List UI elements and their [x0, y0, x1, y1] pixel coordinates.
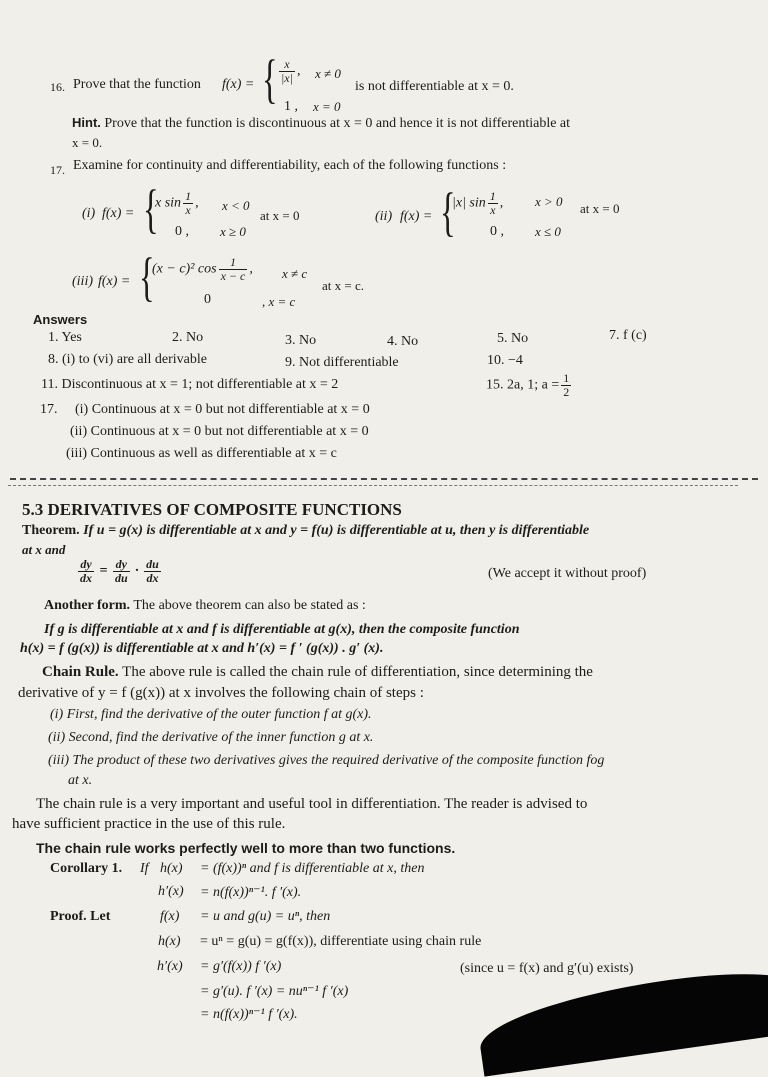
question-16-case2: 1 , [284, 99, 298, 114]
q17-ii-label: (ii) [375, 209, 393, 224]
proof-rhs-2: = uⁿ = g(u) = g(f(x)), differentiate using chain rule [200, 934, 482, 949]
q17-ii-case2-cond: x ≤ 0 [535, 224, 561, 239]
proof-rhs-3: = g′(f(x)) f ′(x) [200, 959, 282, 974]
answer-17-iii: (iii) Continuous as well as differentiable at x = c [66, 446, 337, 461]
section-heading: 5.3 DERIVATIVES OF COMPOSITE FUNCTIONS [22, 500, 402, 519]
q17-ii-case1-cond: x > 0 [535, 194, 563, 209]
question-16-tail: is not differentiable at x = 0. [355, 79, 514, 94]
answer-4: 4. No [387, 334, 419, 349]
answer-17-ii: (ii) Continuous at x = 0 but not differentiable at x = 0 [70, 424, 369, 439]
proof-rhs-1: = u and g(u) = uⁿ, then [200, 909, 331, 924]
q17-iii-fx: f(x) = [98, 274, 131, 289]
q17-i-at: at x = 0 [260, 208, 300, 223]
corollary-rhs-1: = (f(x))ⁿ and f is differentiable at x, then [200, 861, 425, 876]
corollary-label: Corollary 1. [50, 861, 123, 876]
question-16-number: 16. [50, 80, 65, 94]
corollary-rhs-2: = n(f(x))ⁿ⁻¹. f ′(x). [200, 885, 302, 900]
q17-i-case1: x sin $\frac{1}{x}$ , [155, 189, 199, 217]
q17-iii-case2-cond: , x = c [262, 294, 296, 309]
step-3-cont: at x. [68, 773, 93, 788]
q17-iii-at: at x = c. [322, 278, 364, 293]
answer-2: 2. No [172, 330, 204, 345]
answers-heading: Answers [33, 312, 88, 327]
restatement-2: h(x) = f (g(x)) is differentiable at x and h′(x) = f ′ (g(x)) . g′ (x). [20, 641, 384, 656]
answer-8: 8. (i) to (vi) are all derivable [48, 352, 207, 367]
chain-rule-note: The chain rule is a very important and useful tool in differentiation. The reader is advised to [36, 796, 588, 812]
q17-i-case2: 0 , [175, 224, 189, 239]
q17-iii-case1: (x − c)² cos $\frac{1}{x - c}$ , [152, 255, 253, 283]
theorem-cont: at x and [22, 542, 66, 557]
chain-equation: $\frac{dy}{dx}$ = $\frac{dy}{du}$ · $\frac{du}{dx}$ [80, 557, 159, 585]
q17-i-case1-cond: x < 0 [222, 198, 250, 213]
page-shadow [475, 961, 768, 1076]
proof-label: Proof. Let [50, 909, 111, 924]
question-16-lead: Prove that the function [73, 77, 201, 92]
answer-1: 1. Yes [48, 330, 82, 345]
another-form: Another form. The above theorem can also be stated as : [44, 598, 366, 613]
answer-17: 17. [40, 402, 58, 417]
question-16-fx: f(x) = [222, 77, 255, 92]
section-divider [10, 478, 758, 480]
restatement-1: If g is differentiable at x and f is differentiable at g(x), then the composite function [44, 622, 520, 637]
proof-lhs-1: f(x) [160, 909, 180, 924]
proof-rhs-4: = g′(u). f ′(x) = nuⁿ⁻¹ f ′(x) [200, 984, 349, 999]
answer-7: 7. f (c) [609, 328, 647, 343]
proof-lhs-3: h′(x) [157, 959, 183, 974]
hint: Hint. Prove that the function is discontinuous at x = 0 and hence it is not differentiable at [72, 115, 571, 131]
answer-15: 15. 2a, 1; a = $\frac{1}{2}$ [486, 371, 570, 399]
answer-5: 5. No [497, 331, 529, 346]
q17-i-case2-cond: x ≥ 0 [220, 224, 246, 239]
step-2: (ii) Second, find the derivative of the inner function g at x. [48, 730, 374, 745]
corollary-if: If [140, 861, 149, 876]
q17-ii-case2: 0 , [490, 224, 504, 239]
chain-rule-para: Chain Rule. The above rule is called the chain rule of differentiation, since determining the [42, 664, 593, 680]
q17-i-fx: f(x) = [102, 206, 135, 221]
q17-iii-case2: 0 [204, 292, 211, 307]
question-17-lead: Examine for continuity and differentiability, each of the following functions : [73, 158, 507, 173]
section-divider-secondary [8, 485, 738, 486]
answer-11: 11. Discontinuous at x = 1; not differentiable at x = 2 [41, 377, 339, 392]
brace-icon: { [139, 247, 155, 307]
answer-9: 9. Not differentiable [285, 355, 399, 370]
theorem: Theorem. If u = g(x) is differentiable at x and y = f(u) is differentiable at u, then y is differentiable [22, 523, 590, 538]
proof-rhs-5: = n(f(x))ⁿ⁻¹ f ′(x). [200, 1007, 298, 1022]
answer-10: 10. −4 [487, 353, 523, 368]
answer-17-i: (i) Continuous at x = 0 but not differentiable at x = 0 [75, 402, 370, 417]
question-16-case1-cond: x ≠ 0 [315, 66, 341, 81]
question-17-number: 17. [50, 163, 65, 177]
hint-cont: x = 0. [72, 135, 103, 150]
step-3: (iii) The product of these two derivatives gives the required derivative of the composite function fog [48, 753, 605, 768]
q17-i-label: (i) [82, 206, 96, 221]
more-functions-note: The chain rule works perfectly well to more than two functions. [36, 840, 456, 856]
q17-iii-case1-cond: x ≠ c [282, 266, 308, 281]
q17-iii-label: (iii) [72, 274, 93, 289]
brace-icon: { [440, 182, 456, 242]
question-16-case1: $\frac{x}{|x|}$ , [281, 57, 301, 85]
accept-note: (We accept it without proof) [488, 566, 647, 581]
question-16-case2-cond: x = 0 [313, 99, 341, 114]
q17-ii-at: at x = 0 [580, 201, 620, 216]
q17-ii-fx: f(x) = [400, 209, 433, 224]
q17-ii-case1: |x| sin $\frac{1}{x}$ , [452, 189, 504, 217]
proof-since: (since u = f(x) and g′(u) exists) [460, 961, 634, 976]
corollary-lhs-2: h′(x) [158, 884, 184, 899]
corollary-lhs-1: h(x) [160, 861, 183, 876]
answer-3: 3. No [285, 333, 317, 348]
brace-icon: { [143, 179, 159, 239]
proof-lhs-2: h(x) [158, 934, 181, 949]
chain-rule-para-2: derivative of y = f (g(x)) at x involves the following chain of steps : [18, 685, 424, 701]
brace-icon: { [262, 49, 278, 109]
chain-rule-note-2: have sufficient practice in the use of this rule. [12, 816, 286, 832]
step-1: (i) First, find the derivative of the outer function f at g(x). [50, 707, 372, 722]
